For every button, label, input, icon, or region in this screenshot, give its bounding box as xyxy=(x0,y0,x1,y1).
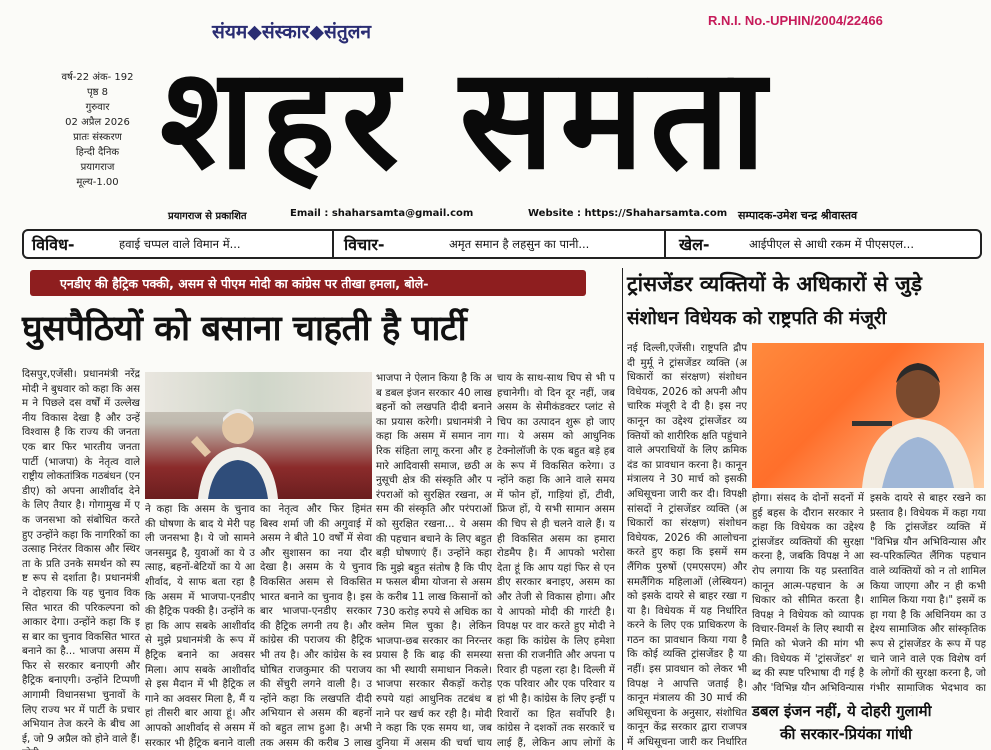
website: Website : https://Shaharsamta.com xyxy=(528,208,728,219)
second-body-col-1: नई दिल्ली,एजेंसी। राष्ट्रपति द्रौपदी मुर्मू ने ट्रांसजेंडर व्यक्ति (अधिकारों का संरक्षण) संशोधन विधेयक, 2026 को अपनी औपचारिक मंजूरी दे दी है। इस नए कानून का उद्देश्य ट्रांसजेंडर व्यक्तियों को शारीरिक क्षति पहुंचाने वाले अपराधियों के लिए क्रमिक दंड का प्रावधान करना है। कानून मंत्रालय ने 30 मार्च को इसकी अधिसूचना जारी कर दी। विपक्षी सांसदों ने ट्रांसजेंडर व्यक्ति (अधिकारों का संरक्षण) संशोधन विधेयक, 2026 की आलोचना करते हुए कहा कि इसमें समलैंगिक पुरुषों (एमएसएम) और समलैंगिक महिलाओं (लेस्बियन) को इसके दायरे से बाहर रखा गया है। विधेयक में यह निर्धारित करने के लिए एक प्राधिकरण के गठन का प्रावधान किया गया है कि कोई व्यक्ति ट्रांसजेंडर है या नहीं। इस प्रावधान को लेकर भी विपक्ष ने आपत्ति जताई है। कानून मंत्रालय की 30 मार्च की अधिसूचना के अनुसार, संशोधित कानून केंद्र सरकार द्वारा राजपत्र में अधिसूचना जारी कर निर्धारित xyxy=(627,343,747,749)
meta-day: गुरुवार xyxy=(85,102,110,113)
teaser-1-text[interactable]: हवाई चप्पल वाले विमान में... xyxy=(119,237,241,251)
teaser-2-label: विचार- xyxy=(344,235,385,254)
lead-body-col-2: ने कहा कि असम के चुनाव की घोषणा के बाद ये मेरी पहली जनसभा है। ये जो सामने जनसमुद्र है, युवाओं का ये उत्साह, बहनों-बेटियों का ये आशीर्वाद, ये साफ बता रहा है कि असम में भाजपा-एनडीए की हैट्रिक पक्की है। उन्होंने कहा कि आप सबके आशीर्वाद से मुझे प्रधानमंत्री के रूप में हैट्रिक बनाने का अवसर मिला। आप सबके आशीर्वाद से इस मैदान में भी हैट्रिक लगाने का अवसर मिला है, मैं यहां तीसरी बार आया हूं। और आपको आशीर्वाद से असम में सरकार भी हैट्रिक बनाने वाली xyxy=(145,504,255,749)
president-photo xyxy=(752,343,984,488)
section-teaser-bar xyxy=(22,229,982,259)
second-headline-line-2[interactable]: संशोधन विधेयक को राष्ट्रपति की मंजूरी xyxy=(627,308,887,329)
tagline: संयम◆संस्कार◆संतुलन xyxy=(212,21,372,43)
teaser-3-text[interactable]: आईपीएल से आधी रकम में पीएसएल... xyxy=(749,237,914,251)
teaser-3-label: खेल- xyxy=(679,235,710,254)
published-from: प्रयागराज से प्रकाशित xyxy=(168,211,247,222)
lead-body-col-4: भाजपा ने ऐलान किया है कि अब डबल इंजन सरकार 40 लाख बहनों को लखपति दीदी बनाने का प्रयास करेगी। प्रधानमंत्री ने कहा कि असम में समान नागरिक संहिता लागू करना और हमारे आदिवासी समाज, छठी अनुसूची क्षेत्र की संस्कृति और परंपराओं को सुरक्षित रखना, असम की संस्कृति और परंपराओं को सुरक्षित रखना... ये असम की पहचान बचाने के लिए बहुत बड़ी घोषणाएं हैं। उन्होंने कहा कि मुझे बहुत संतोष है कि पीएम फसल बीमा योजना से असम के करीब 11 लाख किसानों को 730 करोड़ रुपये से अधिक का क्लेम मिल चुका है। लेकिन भाजपा-छब सरकार का निरन्तर प्रयास है कि बाढ़ की समस्या का भी स्थायी समाधान निकले। भाजपा सरकार सैकड़ों करोड़ रुपये यहां आधुनिक तटबंध बनाने पर खर्च कर रही है। मोदी ने कहा कि एक समय था, जब दुनिया में असम की चर्चा चाय xyxy=(376,373,492,749)
speaker-figure-icon xyxy=(183,402,293,499)
rni-number: R.N.I. No.-UPHIN/2004/22466 xyxy=(708,13,883,28)
editor: सम्पादक-उमेश चन्द्र श्रीवास्तव xyxy=(738,209,858,222)
second-body-col-2: होगा। संसद के दोनों सदनों में हुई बहस के दौरान सरकार ने कहा कि विधेयक का उद्देश्य ट्रांसजेंडर व्यक्तियों की सुरक्षा करना है, जबकि विपक्ष ने आरोप लगाया कि यह प्रस्तावित कानून आत्म-पहचान के अधिकार को सीमित करता है। विपक्ष ने विधेयक को व्यापक विचार-विमर्श के लिए स्थायी समिति को भेजने की मांग भी की। विधेयक में 'ट्रांसजेंडर' शब्द की स्पष्ट परिभाषा दी गई है और 'विभिन्न यौन अभिविन्यास xyxy=(752,493,864,694)
modi-rally-photo xyxy=(145,372,372,499)
teaser-2-text[interactable]: अमृत समान है लहसुन का पानी... xyxy=(449,237,590,251)
meta-pages: पृष्ठ 8 xyxy=(86,87,109,98)
meta-edition: प्रातः संस्करण xyxy=(73,132,122,143)
lead-body-col-5: चाय के साथ-साथ चिप से भी पहचानेगी। वो दिन दूर नहीं, जब असम के सेमीकंडक्टर प्लांट से चिप का उत्पादन शुरू हो जाएगा। ये असम को आधुनिक टेक्नोलॉजी के एक बहुत बड़े हब के रूप में विकसित करेगा। उन्होंने कहा कि आने वाले समय में फोन हों, गाड़ियां हों, टीवी, फ्रिज हों, ये सभी सामान असम की चिप से ही चलने वाले हैं। यही विकसित असम का हमारा रोडमैप है। मैं आपको भरोसा देता हूं कि आप यहां फिर से एनडीए सरकार बनाइए, असम का और तेजी से विकास होगा। और ये आपको मोदी की गारंटी है। विपक्ष पर वार करते हुए मोदी ने कहा कि कांग्रेस के लिए हमेशा सत्ता की राजनीति और अपना परिवार ही पहला रहा है। दिल्ली में एक परिवार और एक परिवार यहां भी है। कांग्रेस के लिए इन्हीं परिवारों का हित सर्वोपरि है। कांग्रेस ने दशकों तक सरकारें चलाई हैं, लेकिन आप लोगों के xyxy=(497,373,615,749)
lead-body-col-1: दिसपुर,एजेंसी। प्रधानमंत्री नरेंद्र मोदी ने बुधवार को कहा कि असम ने पिछले दस वर्षों में उल्लेखनीय विकास देखा है और उन्हें विश्वास है कि राज्य की जनता एक बार फिर भारतीय जनता पार्टी (भाजपा) के नेतृत्व वाले राष्ट्रीय लोकतांत्रिक गठबंधन (एनडीए) को अपना आशीर्वाद देने के लिए तैयार है। गोगामुख में एक जनसभा को संबोधित करते हुए उन्होंने कहा कि नागरिकों का उत्साह निरंतर विकास और स्थिरता के प्रति उनके समर्थन को स्पष्ट रूप से दर्शाता है। प्रधानमंत्री ने दोहराया कि यह चुनाव विकसित भारत की परिकल्पना को आकार देगा। उन्होंने कहा कि इस बार का चुनाव विकसित भारत बनाने का है... भाजपा असम में फिर से सरकार बनाएगी और हैट्रिक बनाएगी। उन्होंने टिप्पणी आगामी विधानसभा चुनावों के लिए राज्य भर में पार्टी के प्रचार अभियान तेज करने के बीच आई, जो 9 अप्रैल को होने वाले हैं। xyxy=(22,369,140,745)
teaser-1-label: विविध- xyxy=(32,235,75,254)
divider xyxy=(664,231,666,257)
meta-price: मूल्य-1.00 xyxy=(76,177,119,188)
meta-volume: वर्ष-22 अंक- 192 xyxy=(61,72,134,83)
second-body-col-3: इसके दायरे से बाहर रखने का प्रस्ताव है। विधेयक में कहा गया है कि ट्रांसजेंडर व्यक्ति में "विभिन्न यौन अभिविन्यास और स्व-परिकल्पित लैंगिक पहचान वाले व्यक्तियों को न तो शामिल किया जाएगा और न ही कभी शामिल किया गया है।" इसमें कहा गया है कि अधिनियम का उद्देश्य सामाजिक और सांस्कृतिक रूप से ट्रांसजेंडर के रूप में पहचाने जाने वाले एक विशेष वर्ग के लोगों की सुरक्षा करना है, जो गंभीर सामाजिक भेदभाव का xyxy=(870,493,986,694)
second-headline-line-1[interactable]: ट्रांसजेंडर व्यक्तियों के अधिकारों से जुड़े xyxy=(627,272,922,296)
lead-body-col-3: का नेतृत्व और फिर हिमंत बिस्व शर्मा जी की अगुवाई में असम ने बीते 10 वर्षों में सेवा और सुशासन का नया दौर देखा है। असम के ये चुनाव विकसित असम से विकसित भारत बनाने का चुनाव है। इस बार भाजपा-एनडीए सरकार की हैट्रिक लगनी तय है। और कांग्रेस की पराजय की हैट्रिक भी तय है। और कांग्रेस के स्वघोषित राजकुमार की पराजय की सेंचुरी लगने वाली है। उन्होंने कहा कि लखपति दीदी अभियान से असम की बहनों को बहुत लाभ हुआ है। अभी तक असम की करीब 3 लाख xyxy=(260,504,372,749)
lead-headline[interactable]: घुसपैठियों को बसाना चाहती है पार्टी xyxy=(22,309,467,349)
bottom-story-headline[interactable] xyxy=(752,700,988,746)
bottom-headline-line-2: की सरकार-प्रियंका गांधी xyxy=(780,725,912,743)
bottom-headline-line-1: डबल इंजन नहीं, ये दोहरी गुलामी xyxy=(752,702,932,720)
meta-type: हिन्दी दैनिक xyxy=(75,147,120,158)
issue-meta xyxy=(40,70,155,190)
meta-date: 02 अप्रैल 2026 xyxy=(65,117,130,128)
column-rule xyxy=(622,268,623,750)
divider xyxy=(332,231,334,257)
masthead-title: शहर समता xyxy=(160,38,772,201)
speaker-figure-icon xyxy=(852,351,984,488)
meta-city: प्रयागराज xyxy=(80,162,115,173)
email: Email : shaharsamta@gmail.com xyxy=(290,208,474,219)
lead-kicker: एनडीए की हैट्रिक पक्की, असम से पीएम मोदी का कांग्रेस पर तीखा हमला, बोले- xyxy=(30,270,586,296)
